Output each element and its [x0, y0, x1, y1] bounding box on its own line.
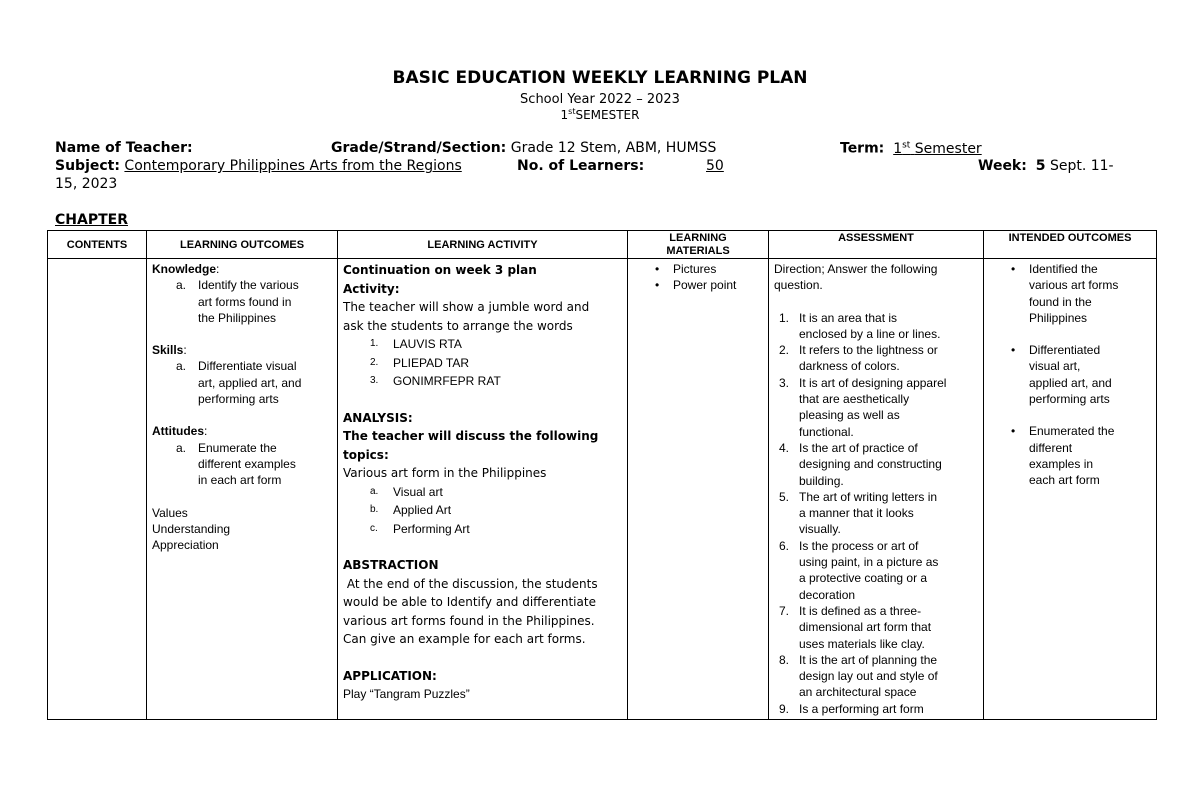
abstraction-text: At the end of the discussion, the students would be able to Identify and differentiate various art forms found in the Philippines. Can give an example for each art forms. [343, 576, 598, 646]
application-label: APPLICATION: [343, 668, 437, 683]
question-item: 3. It is art of designing apparel that are aesthetically pleasing as well as functional. [779, 375, 947, 439]
question-item: 4. Is the art of practice of designing and constructing building. [779, 440, 942, 488]
values-text: Appreciation [152, 538, 219, 553]
values-text: Values [152, 505, 188, 520]
activity-heading: Continuation on week 3 plan [343, 263, 537, 277]
document-title: BASIC EDUCATION WEEKLY LEARNING PLAN [392, 68, 808, 88]
semester-number: 1 [560, 108, 569, 122]
week-number: 5 [1035, 158, 1046, 174]
question-item: 1. It is an area that is enclosed by a line or lines. [779, 310, 941, 341]
abstraction-label: ABSTRACTION [343, 558, 439, 572]
header-contents: CONTENTS [48, 231, 147, 259]
question-item: 2. It refers to the lightness or darkness of colors. [779, 343, 938, 374]
list-item: 1. LAUVIS RTA [370, 337, 462, 351]
contents-cell [48, 259, 147, 720]
learning-activity-cell [338, 259, 628, 720]
intended-outcomes-cell [984, 259, 1157, 720]
list-item: c. Performing Art [370, 521, 470, 536]
learning-plan-table [47, 230, 1157, 720]
semester-line [0, 107, 1200, 122]
subject-label: Subject: [55, 158, 120, 174]
analysis-text: Various art form in the Philippines [343, 466, 547, 480]
question-item: 5. The art of writing letters in a manner that it looks visually. [779, 489, 938, 537]
teacher-label: Name of Teacher: [55, 140, 193, 156]
list-item: • Power point [655, 278, 737, 293]
semester-suffix: st [568, 107, 576, 116]
list-item: b. Applied Art [370, 503, 452, 517]
term-field [840, 140, 982, 157]
learning-outcomes-cell [147, 259, 338, 720]
grade-value: Grade 12 Stem, ABM, HUMSS [510, 140, 717, 156]
question-item: 8. It is the art of planning the design lay out and style of an architectural space [779, 652, 938, 700]
term-label: Term: [840, 140, 885, 157]
table-row [48, 259, 1157, 720]
knowledge-item: a. Identify the various art forms found in the Philippines [176, 278, 299, 325]
term-value: 1st Semester [893, 140, 982, 157]
list-item: 2. PLIEPAD TAR [370, 355, 470, 370]
question-item: 7. It is defined as a three- dimensional art form that uses materials like clay. [779, 603, 932, 651]
header-learning-activity: LEARNING ACTIVITY [338, 231, 628, 259]
analysis-bold: The teacher will discuss the following topics: [343, 429, 599, 462]
week-dates: Sept. 11- [1049, 158, 1114, 174]
header-assessment: ASSESSMENT [769, 231, 984, 259]
list-item: • Pictures [655, 262, 717, 276]
list-item: • Enumerated the different examples in each art form [1011, 424, 1115, 488]
learners-value: 50 [706, 158, 724, 174]
learning-materials-cell [628, 259, 769, 720]
attitudes-heading: Attitudes: [152, 424, 208, 439]
header-intended-outcomes: INTENDED OUTCOMES [984, 231, 1157, 259]
skills-item: a. Differentiate visual art, applied art, and performing arts [176, 359, 302, 407]
list-item: a. Visual art [370, 484, 443, 499]
analysis-label: ANALYSIS: [343, 410, 413, 425]
chapter-heading: CHAPTER [55, 212, 128, 228]
list-item: • Identified the various art forms found in the Philippines [1011, 262, 1119, 325]
skills-heading: Skills: [152, 343, 187, 358]
subject-field [55, 158, 462, 174]
list-item: • Differentiated visual art, applied art, and performing arts [1011, 343, 1112, 407]
activity-label: Activity: [343, 281, 400, 296]
application-text: Play “Tangram Puzzles” [343, 687, 470, 701]
values-text: Understanding [152, 521, 231, 536]
assessment-cell [769, 259, 984, 720]
knowledge-heading: Knowledge: [152, 262, 220, 276]
grade-field [331, 140, 716, 156]
learners-label: No. of Learners: [517, 158, 645, 174]
grade-label: Grade/Strand/Section: [331, 140, 507, 156]
header-learning-outcomes: LEARNING OUTCOMES [147, 231, 338, 259]
week-field [978, 158, 1114, 174]
header-learning-materials: LEARNING MATERIALS [628, 231, 769, 259]
question-item: 6. Is the process or art of using paint, in a picture as a protective coating or a decoration [779, 538, 939, 602]
school-year: School Year 2022 – 2023 [520, 92, 680, 107]
subject-value: Contemporary Philippines Arts from the Regions [124, 158, 462, 174]
list-item: 3. GONIMRFEPR RAT [370, 374, 501, 388]
assessment-direction: Direction; Answer the following question. [774, 262, 938, 293]
table-header-row [48, 231, 1157, 259]
week-label: Week: [978, 158, 1027, 174]
question-item: 9. Is a performing art form [779, 701, 924, 716]
activity-intro: The teacher will show a jumble word and ask the students to arrange the words [343, 300, 590, 333]
semester-text: SEMESTER [575, 108, 640, 122]
week-dates-continued: 15, 2023 [55, 176, 118, 192]
attitudes-item: a. Enumerate the different examples in each art form [176, 440, 296, 488]
